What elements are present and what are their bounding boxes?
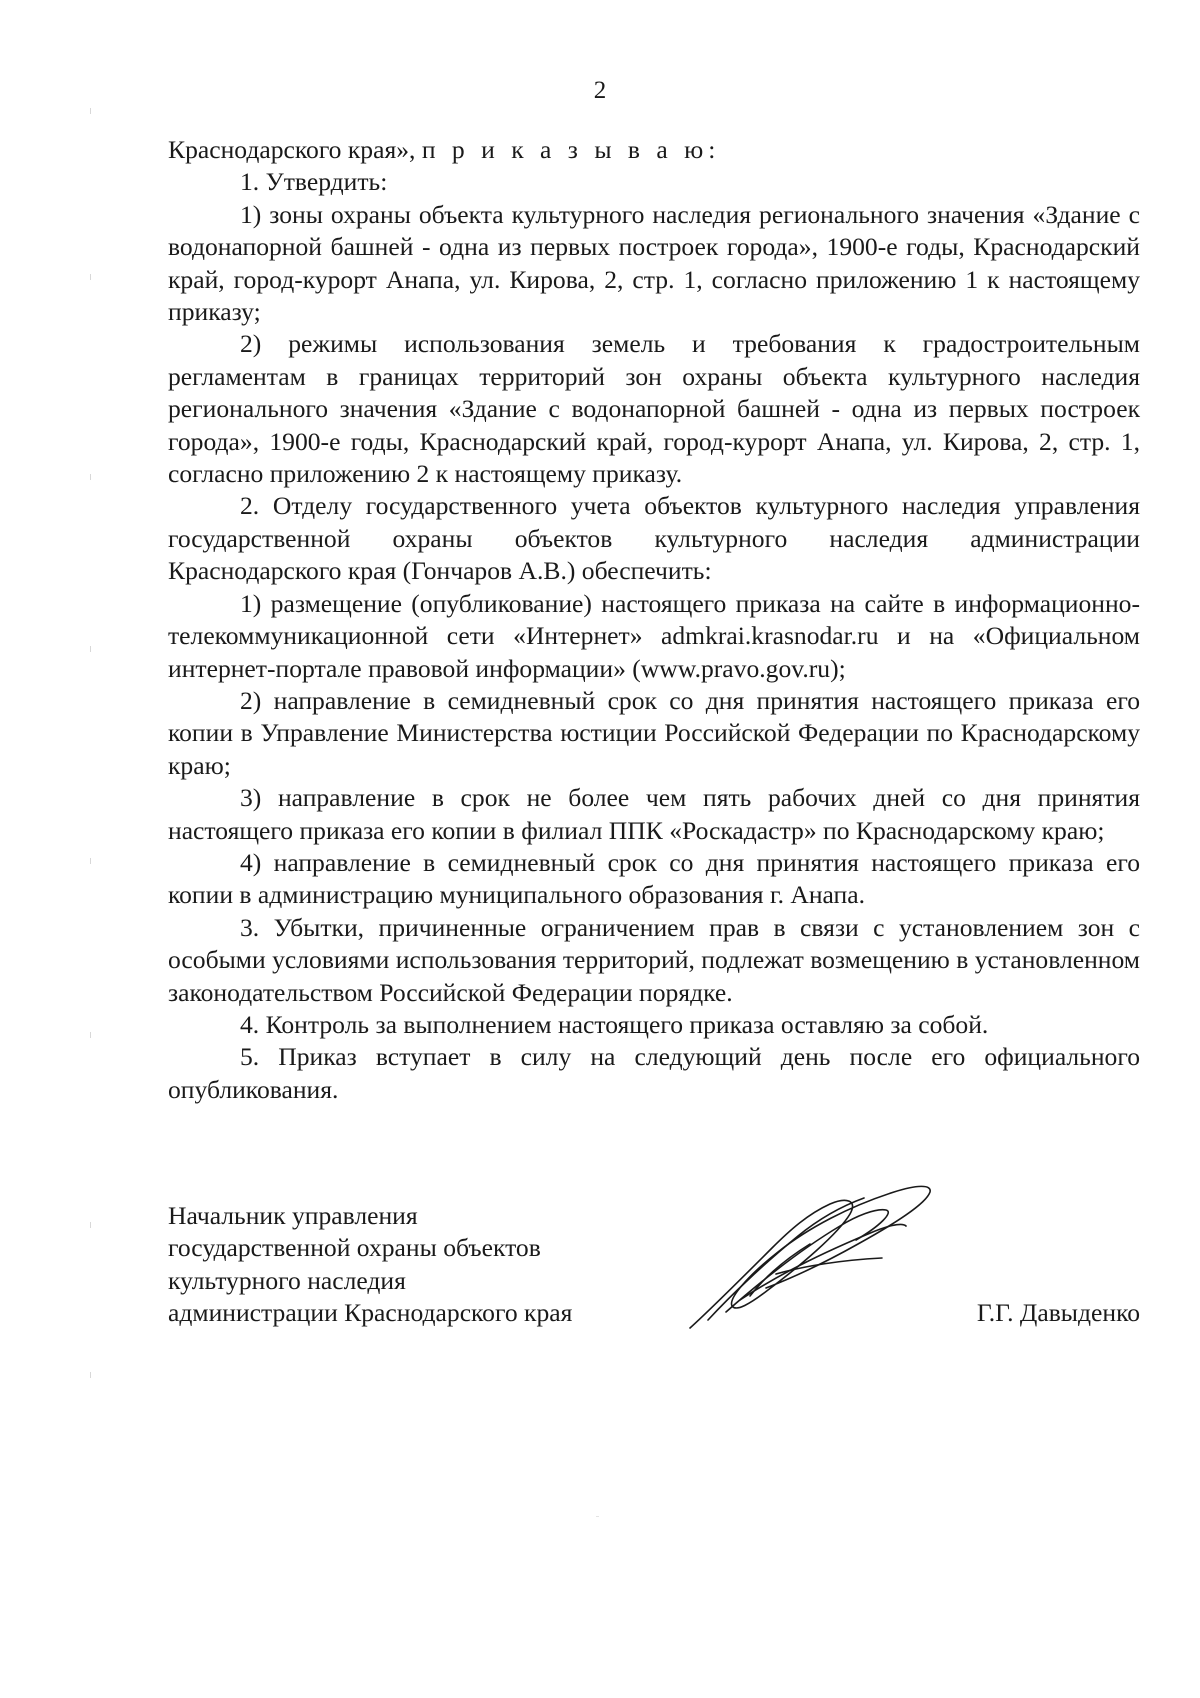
order-word: п р и к а з ы в а ю — [421, 135, 709, 164]
position-line: государственной охраны объектов — [168, 1233, 541, 1263]
paragraph-approve: 1. Утвердить: — [240, 167, 388, 197]
scan-margin-mark — [90, 858, 91, 864]
paragraph-effective: 5. Приказ вступает в силу на следующий день после его официального опубликования. — [168, 1042, 1140, 1104]
paragraph-approve-item-2: 2) режимы использования земель и требования к градостроительным регламентам в границах территорий зон охраны объекта культурного наследия регионального значения «Здание с водонапорной башней - одна из первых построек города», 1900-е годы, Краснодарский край, город-курорт Анапа, ул. Кирова, 2, стр. 1, согласно приложению 2 к настоящему приказу. — [168, 329, 1140, 489]
document-body — [168, 134, 1140, 1106]
position-line: администрации Краснодарского края — [168, 1298, 573, 1328]
position-line: культурного наследия — [168, 1265, 406, 1295]
scan-margin-mark — [90, 108, 91, 114]
paragraph-approve-item-1: 1) зоны охраны объекта культурного наследия регионального значения «Здание с водонапорной башней - одна из первых построек города», 1900-е годы, Краснодарский край, город-курорт Анапа, ул. Кирова, 2, стр. 1, согласно приложению 1 к настоящему приказу; — [168, 199, 1140, 327]
paragraph-department: 2. Отделу государственного учета объектов культурного наследия управления государственной охраны объектов культурного наследия администрации Краснодарского края (Гончаров А.В.) обеспечить: — [168, 491, 1140, 586]
paragraph-control: 4. Контроль за выполнением настоящего приказа оставляю за собой. — [240, 1009, 989, 1039]
scan-margin-mark — [90, 1032, 91, 1038]
paragraph-losses: 3. Убытки, причиненные ограничением прав в связи с установлением зон с особыми условиями использования территорий, подлежат возмещению в установленном законодательством Российской Федерации порядке. — [168, 912, 1140, 1007]
paragraph-intro — [168, 134, 1140, 166]
scan-margin-mark — [90, 1222, 91, 1228]
scan-speck — [596, 1516, 599, 1517]
page-number: 2 — [593, 77, 607, 104]
signature-block — [168, 1200, 1140, 1390]
intro-colon: : — [708, 135, 716, 164]
scan-margin-mark — [90, 1372, 91, 1378]
intro-text: Краснодарского края», — [168, 135, 422, 164]
handwritten-signature — [680, 1170, 940, 1340]
paragraph-department-item-4: 4) направление в семидневный срок со дня принятия настоящего приказа его копии в администрацию муниципального образования г. Анапа. — [168, 847, 1140, 910]
scan-margin-mark — [90, 474, 91, 480]
paragraph-department-item-2: 2) направление в семидневный срок со дня принятия настоящего приказа его копии в Управление Министерства юстиции Российской Федерации по Краснодарскому краю; — [168, 685, 1140, 780]
signatory-name: Г.Г. Давыденко — [976, 1298, 1140, 1327]
position-line: Начальник управления — [168, 1201, 418, 1230]
paragraph-department-item-1: 1) размещение (опубликование) настоящего приказа на сайте в информационно-телекоммуникационной сети «Интернет» admkrai.krasnodar.ru и на «Официальном интернет-портале правовой информации» (www.pravo.gov.ru); — [168, 588, 1140, 683]
scan-margin-mark — [90, 274, 91, 280]
paragraph-department-item-3: 3) направление в срок не более чем пять рабочих дней со дня принятия настоящего приказа его копии в филиал ППК «Роскадастр» по Краснодарскому краю; — [168, 783, 1140, 845]
scan-margin-mark — [90, 646, 91, 652]
signatory-position — [168, 1200, 572, 1330]
